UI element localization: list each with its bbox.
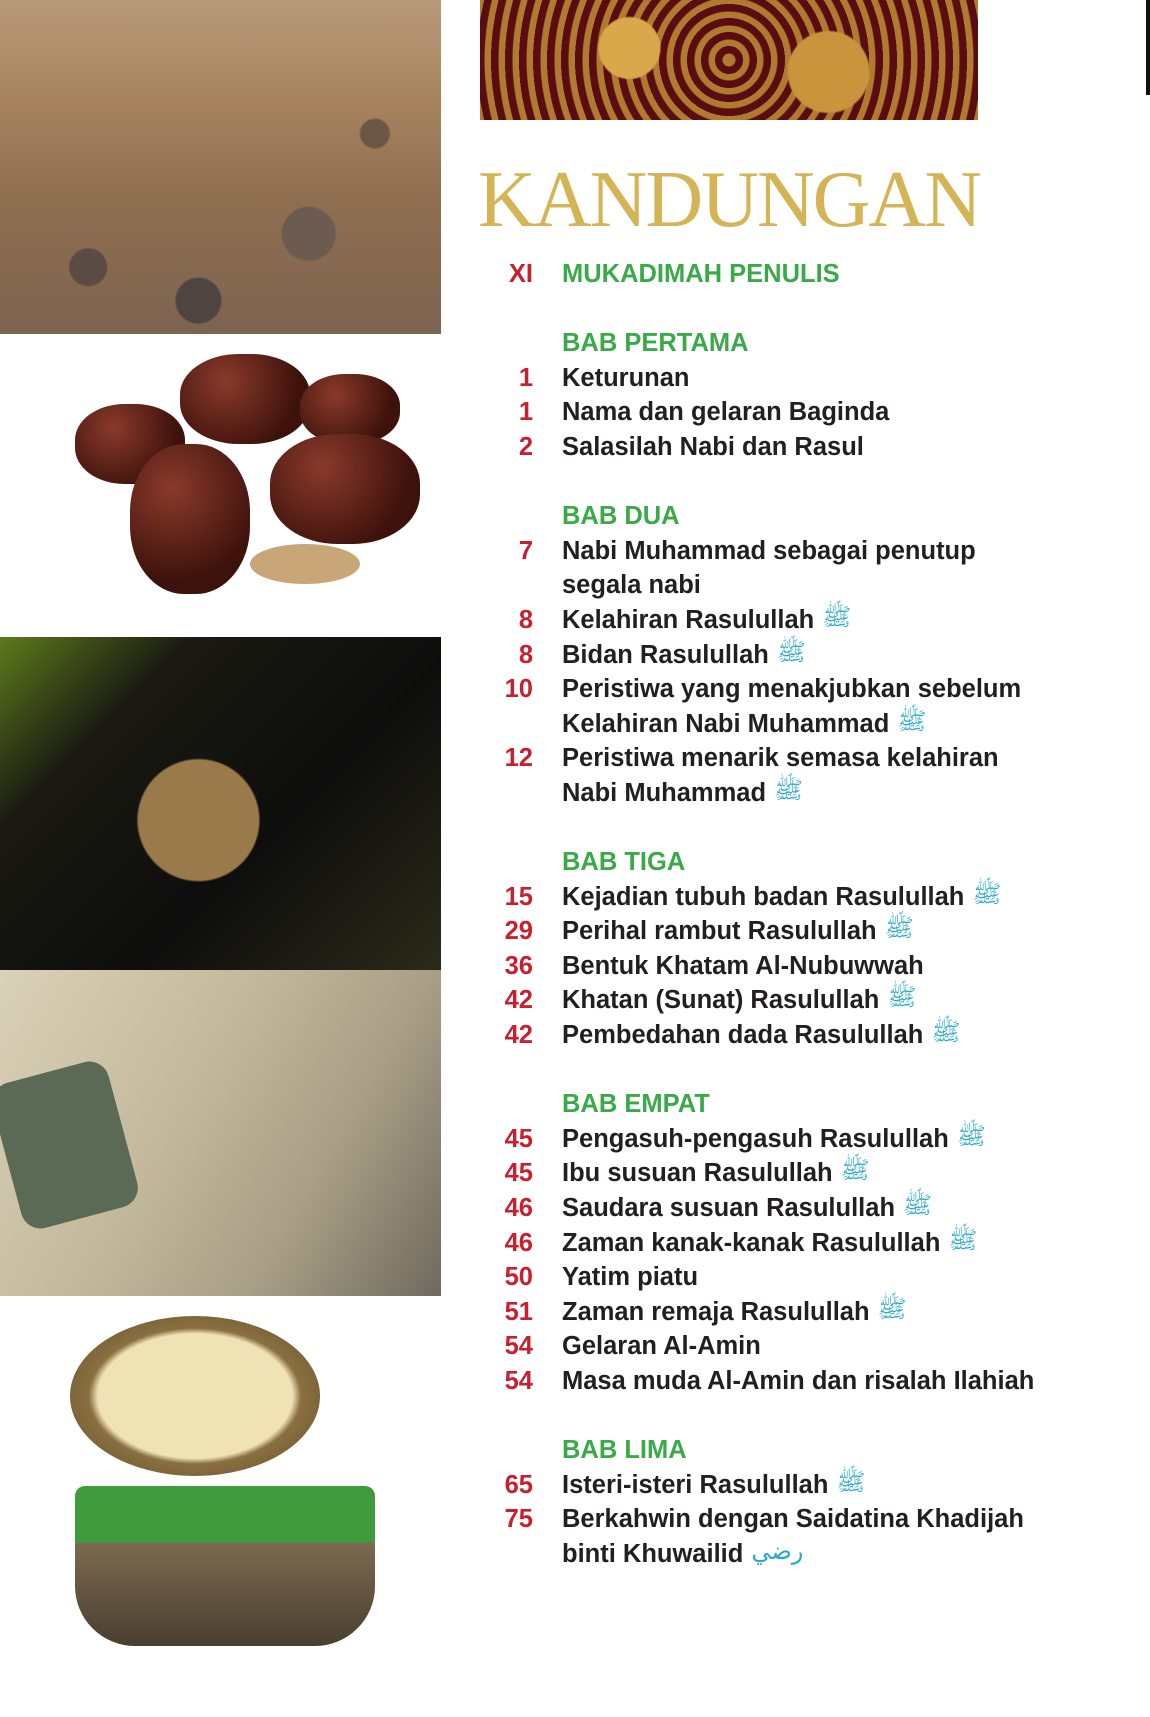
radhiallahu-anha-icon: رضي [751, 1537, 804, 1565]
blank-number [470, 1433, 562, 1468]
page-number: 8 [518, 640, 533, 669]
ornamental-banner [480, 0, 978, 120]
entry-text: Kelahiran Rasulullah [562, 605, 815, 634]
salawat-icon: ﷺ [836, 1468, 866, 1496]
blank-number [470, 1537, 562, 1572]
toc-entry[interactable] [470, 672, 1130, 707]
salawat-icon: ﷺ [948, 1226, 978, 1254]
entry-title [562, 1364, 1034, 1399]
toc-entry[interactable] [470, 1122, 1130, 1157]
chapter-title: BAB PERTAMA [562, 329, 749, 358]
blank-number [470, 568, 562, 603]
blank-number [470, 776, 562, 811]
photo-relic-cloth [0, 637, 441, 970]
entry-text: Nabi Muhammad sebagai penutup [562, 536, 976, 565]
toc-entry[interactable] [470, 603, 1130, 638]
entry-title [562, 638, 806, 673]
entry-title [562, 741, 999, 776]
toc-entry[interactable] [470, 914, 1130, 949]
entry-title [562, 361, 690, 396]
salawat-icon: ﷺ [774, 776, 804, 804]
toc-entry[interactable] [470, 395, 1130, 430]
toc-entry[interactable] [470, 1260, 1130, 1295]
page-number: 46 [504, 1228, 533, 1257]
photo-desert-landscape [0, 0, 441, 334]
entry-title [562, 983, 916, 1018]
entry-text: Gelaran Al-Amin [562, 1332, 761, 1361]
salawat-icon: ﷺ [776, 638, 806, 666]
entry-text: Bidan Rasulullah [562, 640, 769, 669]
toc-entry[interactable] [470, 638, 1130, 673]
toc-entry[interactable] [470, 1537, 1130, 1572]
toc-entry[interactable] [470, 1156, 1130, 1191]
page-number: 36 [504, 951, 533, 980]
page-edge [1146, 0, 1150, 95]
chapter-title: BAB TIGA [562, 848, 686, 877]
spacer [470, 292, 1130, 327]
entry-text: Keturunan [562, 363, 690, 392]
page-number: 46 [504, 1194, 533, 1223]
entry-title [562, 1156, 870, 1191]
blank-number [470, 499, 562, 534]
toc-entry[interactable] [470, 1468, 1130, 1503]
salawat-icon: ﷺ [877, 1295, 907, 1323]
blank-number [470, 707, 562, 742]
toc-entry[interactable] [470, 949, 1130, 984]
salawat-icon: ﷺ [897, 707, 927, 735]
chapter-heading [470, 845, 1130, 880]
page-number: 1 [518, 363, 533, 392]
entry-text: segala nabi [562, 571, 701, 600]
entry-text: Zaman kanak-kanak Rasulullah [562, 1228, 941, 1257]
toc-entry[interactable] [470, 568, 1130, 603]
chapter-heading [470, 326, 1130, 361]
entry-title [562, 1226, 977, 1261]
toc-entry[interactable] [470, 1364, 1130, 1399]
page-number: 54 [504, 1367, 533, 1395]
entry-text: Nama dan gelaran Baginda [562, 398, 890, 427]
chapter-title: BAB EMPAT [562, 1090, 710, 1119]
toc-entry[interactable] [470, 1295, 1130, 1330]
entry-title [562, 1122, 986, 1157]
chapter-heading [470, 1433, 1130, 1468]
toc-entry[interactable] [470, 983, 1130, 1018]
entry-title [562, 949, 924, 984]
salawat-icon: ﷺ [884, 915, 914, 943]
intro-label: MUKADIMAH PENULIS [562, 260, 840, 288]
entry-text: Saudara susuan Rasulullah [562, 1194, 896, 1223]
salawat-icon: ﷺ [887, 984, 917, 1012]
toc-entry[interactable] [470, 1329, 1130, 1364]
page-number: 12 [504, 744, 533, 773]
entry-text: Ibu susuan Rasulullah [562, 1159, 833, 1188]
spacer [470, 811, 1130, 846]
blank-number [470, 1087, 562, 1122]
salawat-icon: ﷺ [822, 603, 852, 631]
photo-relic-box [0, 1296, 441, 1687]
chapter-title: BAB LIMA [562, 1436, 687, 1465]
entry-title [562, 603, 851, 638]
photo-dates [0, 334, 441, 637]
chapter-title: BAB DUA [562, 502, 680, 531]
entry-text: binti Khuwailid [562, 1539, 744, 1568]
page-number: 65 [504, 1470, 533, 1499]
blank-number [470, 845, 562, 880]
page-number: 8 [518, 605, 533, 634]
salawat-icon: ﷺ [972, 880, 1002, 908]
entry-title [562, 1468, 865, 1503]
entry-title [562, 568, 701, 603]
entry-text: Khatan (Sunat) Rasulullah [562, 986, 880, 1015]
page-number: 42 [504, 986, 533, 1015]
entry-title [562, 395, 889, 430]
toc-entry[interactable] [470, 741, 1130, 776]
page-title: KANDUNGAN [478, 156, 980, 244]
page-number: 29 [504, 917, 533, 946]
toc-entry[interactable] [470, 534, 1130, 569]
spacer [470, 1053, 1130, 1088]
entry-title [562, 880, 1001, 915]
entry-text: Pembedahan dada Rasulullah [562, 1021, 924, 1050]
toc-entry[interactable] [470, 776, 1130, 811]
photo-cave-rocks [0, 970, 441, 1296]
entry-title [562, 1537, 803, 1572]
entry-text: Kejadian tubuh badan Rasulullah [562, 882, 965, 911]
page-number: 15 [504, 882, 533, 911]
toc-entry[interactable] [470, 1018, 1130, 1053]
entry-title [562, 776, 803, 811]
page-number: XI [508, 260, 533, 288]
chapter-heading [470, 1087, 1130, 1122]
entry-title [562, 1018, 960, 1053]
toc-entry[interactable] [470, 430, 1130, 465]
page-number: 45 [504, 1159, 533, 1188]
entry-text: Yatim piatu [562, 1263, 699, 1292]
page-number: 1 [518, 398, 533, 427]
entry-text: Peristiwa menarik semasa kelahiran [562, 744, 999, 773]
entry-text: Masa muda Al-Amin dan risalah Ilahiah [562, 1367, 1035, 1395]
spacer [470, 1399, 1130, 1434]
entry-title [562, 1191, 932, 1226]
entry-text: Salasilah Nabi dan Rasul [562, 432, 864, 461]
entry-text: Peristiwa yang menakjubkan sebelum [562, 675, 1022, 704]
spacer [470, 465, 1130, 500]
entry-text: Isteri-isteri Rasulullah [562, 1470, 829, 1499]
page-number: 51 [504, 1297, 533, 1326]
salawat-icon: ﷺ [956, 1122, 986, 1150]
entry-text: Pengasuh-pengasuh Rasulullah [562, 1124, 949, 1153]
page-number: 45 [504, 1124, 533, 1153]
entry-text: Bentuk Khatam Al-Nubuwwah [562, 951, 924, 980]
page-number: 7 [518, 536, 533, 565]
entry-title [562, 707, 926, 742]
entry-text: Berkahwin dengan Saidatina Khadijah [562, 1505, 1024, 1534]
entry-title [562, 1329, 761, 1364]
page-number: 75 [504, 1505, 533, 1534]
entry-title [562, 914, 914, 949]
table-of-contents [470, 257, 1130, 1572]
toc-intro[interactable] [470, 257, 1130, 292]
toc-entry[interactable] [470, 1191, 1130, 1226]
page-number: 2 [518, 432, 533, 461]
entry-title [562, 672, 1021, 707]
toc-entry[interactable] [470, 707, 1130, 742]
entry-text: Kelahiran Nabi Muhammad [562, 709, 890, 738]
chapter-heading [470, 499, 1130, 534]
page-number: 42 [504, 1021, 533, 1050]
toc-entry[interactable] [470, 880, 1130, 915]
toc-entry[interactable] [470, 1502, 1130, 1537]
toc-entry[interactable] [470, 1226, 1130, 1261]
page-number: 10 [504, 675, 533, 704]
entry-text: Nabi Muhammad [562, 778, 767, 807]
page-number: 50 [504, 1263, 533, 1292]
entry-text: Zaman remaja Rasulullah [562, 1297, 870, 1326]
entry-title [562, 1295, 907, 1330]
entry-title [562, 1260, 698, 1295]
toc-entry[interactable] [470, 361, 1130, 396]
entry-title [562, 534, 976, 569]
page-number: 54 [504, 1332, 533, 1361]
entry-title [562, 430, 864, 465]
entry-text: Perihal rambut Rasulullah [562, 917, 877, 946]
entry-title [562, 1502, 1024, 1537]
salawat-icon: ﷺ [903, 1192, 933, 1220]
blank-number [470, 326, 562, 361]
salawat-icon: ﷺ [931, 1019, 961, 1047]
salawat-icon: ﷺ [840, 1157, 870, 1185]
